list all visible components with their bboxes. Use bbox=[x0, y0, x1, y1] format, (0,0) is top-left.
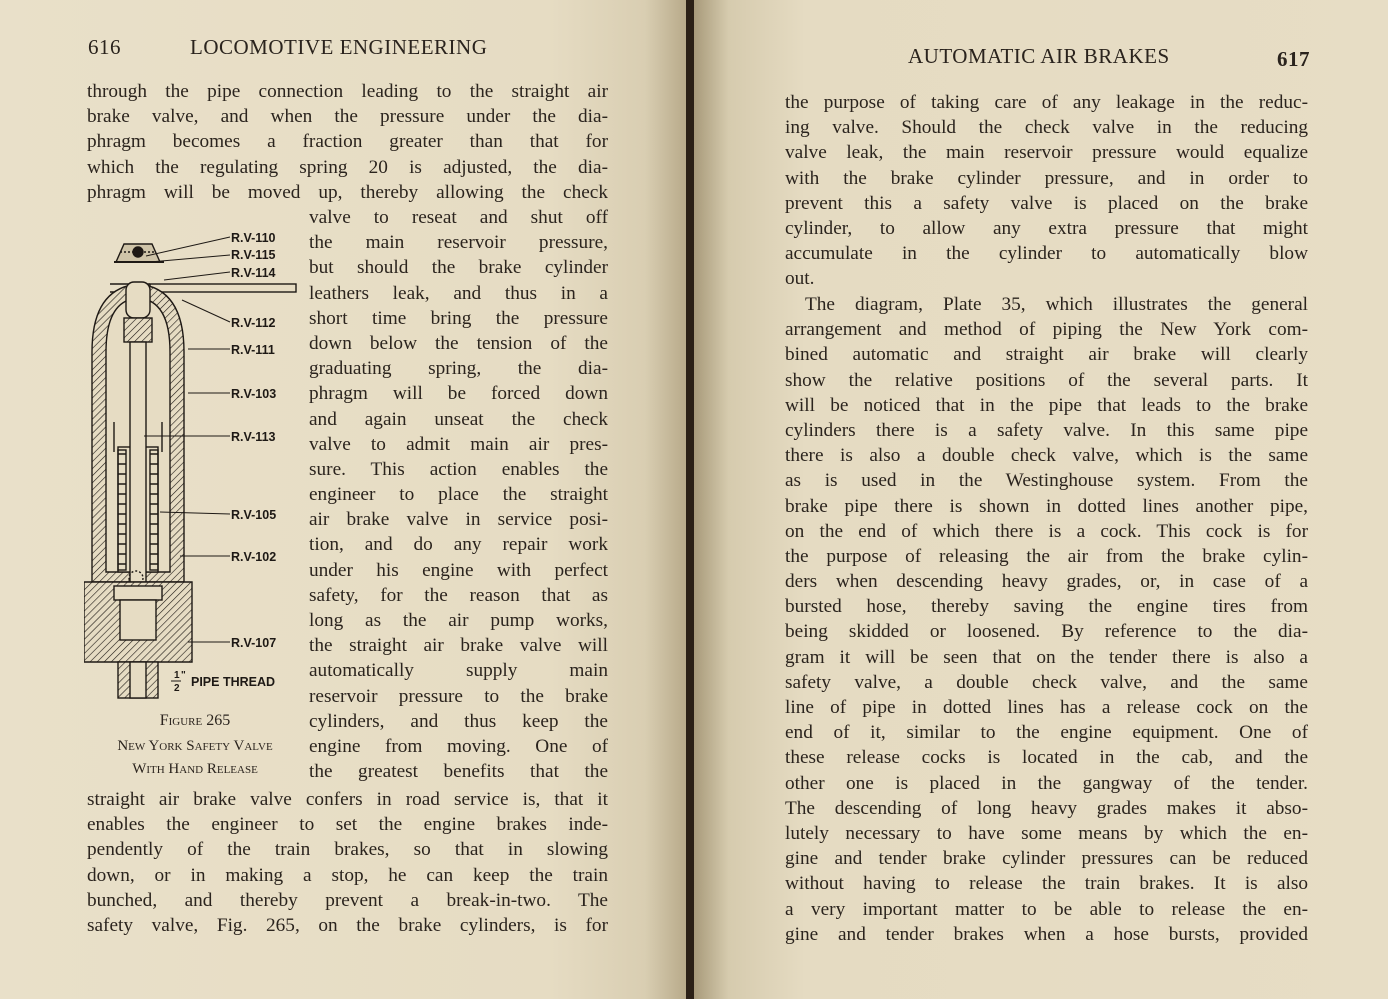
text-line: a very important matter to be able to release the en- bbox=[785, 898, 1308, 920]
text-line: the purpose of releasing the air from the brake cylin- bbox=[785, 545, 1308, 567]
figure-label: R.V-111 bbox=[231, 343, 275, 357]
text-line: tion, and do any repair work bbox=[309, 534, 608, 556]
pipe-thread-unit: " bbox=[181, 670, 186, 681]
text-line: the main reservoir pressure, bbox=[309, 232, 608, 254]
figure-label: R.V-110 bbox=[231, 231, 276, 245]
release-handle bbox=[150, 284, 296, 292]
text-line: valve to admit main air pres- bbox=[309, 433, 608, 455]
text-line: as is used in the Westinghouse system. From the bbox=[785, 470, 1308, 492]
text-line: the straight air brake valve will bbox=[309, 635, 608, 657]
text-line: reservoir pressure to the brake bbox=[309, 685, 608, 707]
left-text-bottom bbox=[87, 787, 608, 938]
text-line: phragm becomes a fraction greater than that for bbox=[87, 131, 608, 153]
figure-number: Figure 265 bbox=[159, 712, 231, 729]
text-line: valve to reseat and shut off bbox=[309, 207, 608, 228]
left-text-side bbox=[309, 205, 608, 784]
text-line: gram it will be seen that on the tender there is also a bbox=[785, 646, 1308, 668]
text-line: automatically supply main bbox=[309, 660, 608, 682]
text-line: these release cocks is located in the cab, and the bbox=[785, 747, 1308, 769]
text-line: but should the brake cylinder bbox=[309, 257, 608, 279]
page-number-right: 617 bbox=[1277, 47, 1310, 71]
text-line: out. bbox=[785, 268, 815, 290]
text-line: accumulate in the cylinder to automatically blow bbox=[785, 243, 1308, 265]
text-line: brake pipe there is shown in dotted lines another pipe, bbox=[785, 495, 1308, 517]
figure-caption-line2: With Hand Release bbox=[132, 761, 258, 777]
book-gutter bbox=[686, 0, 694, 999]
text-line: air brake valve in service posi- bbox=[309, 509, 608, 531]
text-line: graduating spring, the dia- bbox=[309, 358, 608, 380]
text-line: straight air brake valve confers in road service is, that it bbox=[87, 789, 608, 810]
figure-label: R.V-105 bbox=[231, 508, 277, 522]
text-line: through the pipe connection leading to the straight air bbox=[87, 81, 608, 102]
text-line: under his engine with perfect bbox=[309, 559, 608, 581]
text-line: safety valve, Fig. 265, on the brake cylinders, is for bbox=[87, 914, 608, 936]
pipe-thread-label: PIPE THREAD bbox=[191, 675, 276, 689]
text-line: the purpose of taking care of any leakage in the reduc- bbox=[785, 92, 1308, 113]
figure-label: R.V-114 bbox=[231, 266, 276, 280]
text-line: pendently of the train brakes, so that in slowing bbox=[87, 839, 608, 861]
text-line: on the end of which there is a cock. This cock is for bbox=[785, 520, 1308, 542]
text-line: engineer to place the straight bbox=[309, 484, 608, 506]
text-line: arrangement and method of piping the New York com- bbox=[785, 319, 1308, 341]
text-line: long as the air pump works, bbox=[309, 610, 608, 631]
text-line: show the relative positions of the several parts. It bbox=[785, 369, 1308, 391]
text-line: safety valve, a double check valve, and the same bbox=[785, 671, 1308, 693]
text-line: being skidded or loosened. By reference to the dia- bbox=[785, 621, 1308, 643]
text-line: down below the tension of the bbox=[309, 332, 608, 354]
figure-label: R.V-103 bbox=[231, 387, 277, 401]
text-line: safety, for the reason that as bbox=[309, 584, 608, 606]
pipe-thread-denominator: 2 bbox=[174, 683, 180, 694]
text-line: gine and tender brakes when a hose bursts, provided bbox=[785, 923, 1308, 945]
text-line: enables the engineer to set the engine brakes inde- bbox=[87, 814, 608, 836]
text-line: The diagram, Plate 35, which illustrates the general bbox=[805, 294, 1308, 315]
text-line: gine and tender brake cylinder pressures can be reduced bbox=[785, 848, 1308, 870]
text-line: lutely necessary to have some means by which the en- bbox=[785, 822, 1308, 844]
text-line: cylinders, and thus keep the bbox=[309, 710, 608, 732]
text-line: valve leak, the main reservoir pressure would equalize bbox=[785, 142, 1308, 164]
text-line: bined automatic and straight air brake will clearly bbox=[785, 344, 1308, 366]
text-line: without having to release the train brakes. It is also bbox=[785, 873, 1308, 895]
text-line: leathers leak, and thus in a bbox=[309, 282, 608, 304]
text-line: with the brake cylinder pressure, and in order to bbox=[785, 167, 1308, 189]
figure-label: R.V-115 bbox=[231, 248, 276, 262]
pipe-thread-numerator: 1 bbox=[174, 670, 180, 681]
text-line: and again unseat the check bbox=[309, 408, 608, 430]
safety-valve-figure bbox=[84, 222, 306, 712]
right-paragraph-1 bbox=[785, 90, 1308, 292]
figure-label: R.V-102 bbox=[231, 550, 277, 564]
text-line: there is also a double check valve, which is the same bbox=[785, 445, 1308, 467]
text-line: brake valve, and when the pressure under the dia- bbox=[87, 106, 608, 128]
page-number-left: 616 bbox=[88, 35, 121, 59]
left-page bbox=[0, 0, 686, 999]
right-page bbox=[694, 0, 1388, 999]
text-line: end of it, similar to the engine equipment. One of bbox=[785, 722, 1308, 744]
text-line: which the regulating spring 20 is adjusted, the dia- bbox=[87, 156, 608, 178]
text-line: down, or in making a stop, he can keep the train bbox=[87, 864, 608, 886]
text-line: will be noticed that in the pipe that leads to the brake bbox=[785, 394, 1308, 416]
text-line: ders when descending heavy grades, or, in case of a bbox=[785, 571, 1308, 593]
figure-label: R.V-112 bbox=[231, 316, 276, 330]
text-line: prevent this a safety valve is placed on the brake bbox=[785, 192, 1308, 214]
text-line: short time bring the pressure bbox=[309, 307, 608, 329]
running-head-right: AUTOMATIC AIR BRAKES bbox=[908, 44, 1170, 68]
left-text-top bbox=[87, 79, 608, 205]
text-line: the greatest benefits that the bbox=[309, 761, 608, 783]
text-line: bursted hose, thereby saving the engine tires from bbox=[785, 596, 1308, 618]
text-line: cylinder, to allow any extra pressure that might bbox=[785, 217, 1308, 239]
text-line: The descending of long heavy grades makes it abso- bbox=[785, 797, 1308, 819]
text-line: phragm will be forced down bbox=[309, 383, 608, 405]
text-line: ing valve. Should the check valve in the reducing bbox=[785, 117, 1308, 139]
figure-caption-line1: New York Safety Valve bbox=[117, 738, 273, 754]
figure-label: R.V-113 bbox=[231, 430, 276, 444]
text-line: phragm will be moved up, thereby allowing the check bbox=[87, 181, 608, 203]
text-line: other one is placed in the gangway of the tender. bbox=[785, 772, 1308, 794]
text-line: engine from moving. One of bbox=[309, 735, 608, 757]
figure-label: R.V-107 bbox=[231, 636, 277, 650]
text-line: cylinders there is a safety valve. In this same pipe bbox=[785, 419, 1308, 441]
right-paragraph-2 bbox=[785, 292, 1308, 947]
text-line: sure. This action enables the bbox=[309, 458, 608, 480]
text-line: bunched, and thereby prevent a break-in-two. The bbox=[87, 889, 608, 911]
text-line: line of pipe in dotted lines has a release cock on the bbox=[785, 697, 1308, 718]
running-head-left: LOCOMOTIVE ENGINEERING bbox=[190, 35, 488, 59]
